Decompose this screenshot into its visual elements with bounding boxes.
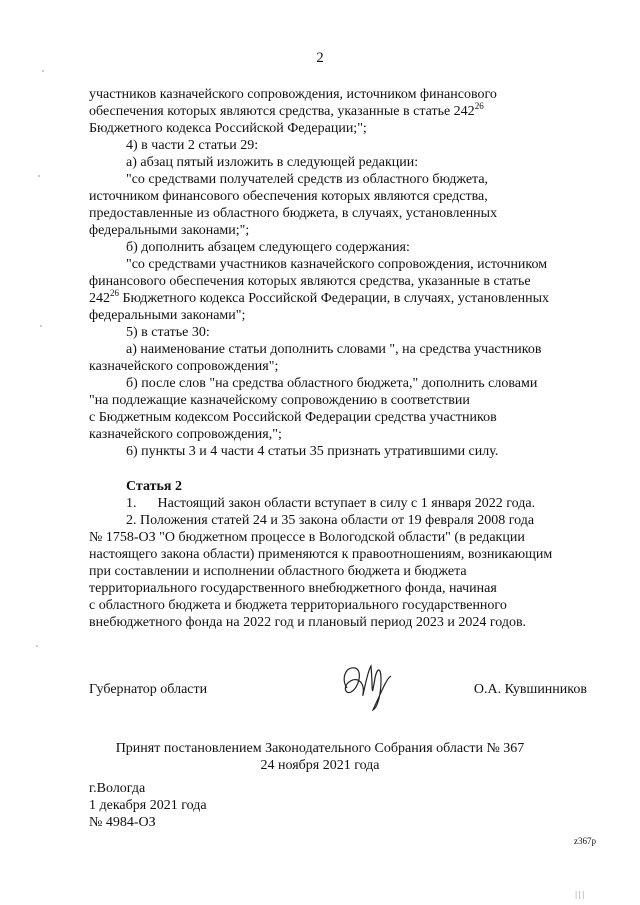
text-line: с Бюджетным кодексом Российской Федерации средства участников (89, 410, 497, 425)
text-line: источником финансового обеспечения которых являются средства, (89, 189, 488, 204)
adoption-line-1: Принят постановлением Законодательного Собрания области № 367 (115, 741, 525, 756)
item-5b: б) после слов "на средства областного бюджета," дополнить словами (126, 376, 538, 391)
text-line: при составлении и исполнении областного бюджета и бюджета (89, 564, 467, 579)
paragraph-1 (89, 86, 587, 137)
text-line: территориального государственного внебюджетного фонда, начиная (89, 581, 497, 596)
text-line: федеральными законами;"; (89, 223, 250, 238)
text-line: казначейского сопровождения,"; (89, 427, 282, 442)
text-line: Бюджетного кодекса Российской Федерации;"; (89, 121, 367, 136)
footer-marks: | | | (575, 890, 584, 899)
quote-2: "со средствами участников казначейского сопровождения, источником (126, 257, 548, 272)
article-2-point-2 (89, 529, 587, 631)
item-5a: а) наименование статьи дополнить словами ", на средства участников (126, 342, 542, 357)
city: г.Вологда (89, 781, 146, 796)
item-4b: б) дополнить абзацем следующего содержания: (126, 240, 410, 255)
scan-speck (40, 325, 42, 327)
scan-speck (38, 175, 40, 177)
quote-1 (89, 171, 587, 188)
text-line: предоставленные из областного бюджета, в случаях, установленных (89, 206, 498, 221)
signer-position: Губернатор области (89, 682, 208, 697)
quote-1-cont (89, 188, 587, 239)
scan-speck (36, 645, 38, 647)
adoption-date: 24 ноября 2021 года (260, 758, 380, 773)
handwritten-signature (337, 658, 399, 712)
article-2-heading: Статья 2 (126, 479, 182, 494)
text-line: "на подлежащие казначейскому сопровождению в соответствии (89, 393, 470, 408)
document-code: z367p (574, 836, 596, 846)
item-5b-cont (89, 392, 587, 443)
item-4: 4) в части 2 статьи 29: (126, 138, 259, 153)
text-line: "со средствами получателей средств из областного бюджета, (126, 172, 489, 187)
place-date-block (89, 780, 207, 831)
text-line: с областного бюджета и бюджета территориального государственного (89, 598, 507, 613)
text-line: настоящего закона области) применяются к правоотношениям, возникающим (89, 547, 553, 562)
text-line: федеральными законами"; (89, 308, 246, 323)
superscript: 26 (474, 101, 484, 111)
scan-speck (42, 70, 44, 72)
quote-2-cont (89, 273, 587, 324)
page-number: 2 (316, 50, 324, 66)
item-5a-cont: казначейского сопровождения"; (89, 359, 279, 374)
text-line: № 1758-ОЗ "О бюджетном процессе в Вологодской области" (в редакции (89, 530, 525, 545)
superscript: 26 (110, 288, 119, 298)
article-2-point-1: 1. Настоящий закон области вступает в силу с 1 января 2022 года. (126, 496, 536, 511)
signing-date: 1 декабря 2021 года (89, 798, 207, 813)
signer-name: О.А. Кувшинников (473, 682, 587, 697)
text-line: $242^{26}$ Бюджетного кодекса Российской Федерации, в случаях, установленных (89, 288, 550, 306)
text-line: участников казначейского сопровождения, источником финансового (89, 87, 497, 102)
article-2-point-2-first: 2. Положения статей 24 и 35 закона области от 19 февраля 2008 года (126, 513, 535, 528)
item-4a: а) абзац пятый изложить в следующей редакции: (126, 155, 419, 170)
text-line: финансового обеспечения которых являются средства, указанные в статье (89, 274, 531, 289)
adoption-note (0, 740, 640, 774)
item-6: 6) пункты 3 и 4 части 4 статьи 35 признать утратившими силу. (126, 444, 499, 459)
law-number: № 4984-ОЗ (89, 815, 156, 830)
text-line: обеспечения которых являются средства, указанные в статье $242^{26}$ (89, 101, 484, 119)
document-body (89, 86, 587, 631)
text-line: внебюджетного фонда на 2022 год и плановый период 2023 и 2024 годов. (89, 615, 527, 630)
spacer (89, 460, 587, 478)
item-5: 5) в статье 30: (126, 325, 210, 340)
